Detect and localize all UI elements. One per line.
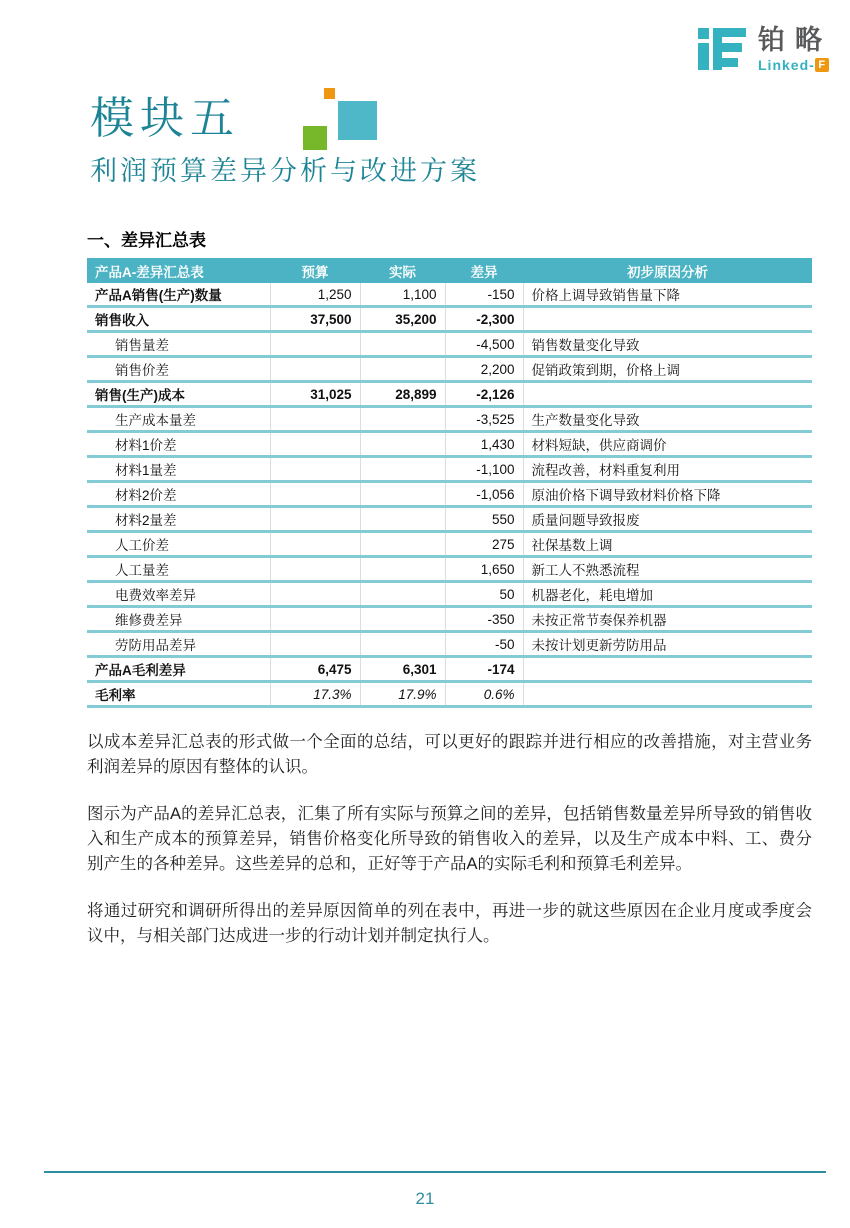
reason-text: 机器老化，耗电增加 — [523, 582, 812, 607]
variance-summary-table — [87, 258, 812, 708]
deco-square-orange — [324, 88, 335, 99]
reason-text: 未按正常节奏保养机器 — [523, 607, 812, 632]
budget-value — [270, 507, 360, 532]
actual-value — [360, 582, 445, 607]
module-subtitle: 利润预算差异分析与改进方案 — [90, 156, 480, 187]
actual-value — [360, 407, 445, 432]
header-product: 产品A-差异汇总表 — [87, 258, 270, 283]
main-content — [87, 226, 812, 971]
deco-square-green — [303, 126, 327, 150]
row-label: 销售收入 — [87, 307, 270, 332]
row-label: 销售(生产)成本 — [87, 382, 270, 407]
decorative-squares — [300, 86, 380, 156]
actual-value: 35,200 — [360, 307, 445, 332]
linked-f-logo-icon — [698, 24, 748, 74]
variance-value: -174 — [445, 657, 523, 682]
reason-text: 价格上调导致销售量下降 — [523, 283, 812, 307]
module-title: 模块五 — [90, 93, 240, 144]
header-actual: 实际 — [360, 258, 445, 283]
budget-value: 1,250 — [270, 283, 360, 307]
variance-value: 0.6% — [445, 682, 523, 707]
variance-value: -1,100 — [445, 457, 523, 482]
budget-value — [270, 607, 360, 632]
row-label: 材料1量差 — [87, 457, 270, 482]
table-row — [87, 432, 812, 457]
row-label: 销售量差 — [87, 332, 270, 357]
variance-value: 50 — [445, 582, 523, 607]
actual-value: 6,301 — [360, 657, 445, 682]
variance-value: -4,500 — [445, 332, 523, 357]
reason-text: 质量问题导致报废 — [523, 507, 812, 532]
table-row — [87, 682, 812, 707]
table-row — [87, 407, 812, 432]
reason-text — [523, 682, 812, 707]
row-label: 生产成本量差 — [87, 407, 270, 432]
reason-text — [523, 382, 812, 407]
table-row — [87, 307, 812, 332]
table-row — [87, 283, 812, 307]
table-row — [87, 482, 812, 507]
header-variance: 差异 — [445, 258, 523, 283]
row-label: 人工量差 — [87, 557, 270, 582]
actual-value — [360, 632, 445, 657]
budget-value — [270, 432, 360, 457]
paragraph: 以成本差异汇总表的形式做一个全面的总结，可以更好的跟踪并进行相应的改善措施，对主营业务利润差异的原因有整体的认识。 — [87, 733, 812, 776]
actual-value — [360, 607, 445, 632]
table-row — [87, 557, 812, 582]
actual-value — [360, 532, 445, 557]
reason-text: 销售数量变化导致 — [523, 332, 812, 357]
logo-en-badge: F — [815, 58, 829, 72]
table-row — [87, 657, 812, 682]
budget-value — [270, 557, 360, 582]
paragraph: 图示为产品A的差异汇总表，汇集了所有实际与预算之间的差异，包括销售数量差异所导致的销售收入和生产成本的预算差异，销售价格变化所导致的销售收入的差异，以及生产成本中料、工、费分别产生的各种差异。这些差异的总和，正好等于产品A的实际毛利和预算毛利差异。 — [87, 805, 812, 873]
variance-value: -150 — [445, 283, 523, 307]
logo-name-english — [758, 57, 829, 73]
row-label: 产品A销售(生产)数量 — [87, 283, 270, 307]
row-label: 材料2价差 — [87, 482, 270, 507]
budget-value: 6,475 — [270, 657, 360, 682]
actual-value: 1,100 — [360, 283, 445, 307]
reason-text: 社保基数上调 — [523, 532, 812, 557]
reason-text: 原油价格下调导致材料价格下降 — [523, 482, 812, 507]
reason-text — [523, 307, 812, 332]
variance-value: -350 — [445, 607, 523, 632]
logo-en-word: Linked- — [758, 57, 815, 73]
budget-value — [270, 532, 360, 557]
actual-value — [360, 507, 445, 532]
budget-value — [270, 357, 360, 382]
row-label: 材料2量差 — [87, 507, 270, 532]
table-row — [87, 457, 812, 482]
row-label: 维修费差异 — [87, 607, 270, 632]
company-logo — [698, 24, 832, 74]
budget-value: 31,025 — [270, 382, 360, 407]
budget-value — [270, 332, 360, 357]
variance-value: -2,126 — [445, 382, 523, 407]
budget-value: 17.3% — [270, 682, 360, 707]
budget-value — [270, 457, 360, 482]
reason-text: 新工人不熟悉流程 — [523, 557, 812, 582]
row-label: 产品A毛利差异 — [87, 657, 270, 682]
variance-value: 1,430 — [445, 432, 523, 457]
table-row — [87, 357, 812, 382]
reason-text — [523, 657, 812, 682]
footer-divider-line — [44, 1171, 826, 1173]
variance-value: -3,525 — [445, 407, 523, 432]
row-label: 销售价差 — [87, 357, 270, 382]
paragraph: 将通过研究和调研所得出的差异原因简单的列在表中，再进一步的就这些原因在企业月度或季度会议中，与相关部门达成进一步的行动计划并制定执行人。 — [87, 902, 812, 945]
table-header-row — [87, 258, 812, 283]
variance-value: 1,650 — [445, 557, 523, 582]
variance-value: 550 — [445, 507, 523, 532]
header-reason: 初步原因分析 — [523, 258, 812, 283]
variance-value: -50 — [445, 632, 523, 657]
actual-value — [360, 482, 445, 507]
table-row — [87, 382, 812, 407]
page-number: 21 — [415, 1189, 435, 1208]
variance-value: 275 — [445, 532, 523, 557]
table-header — [87, 258, 812, 283]
variance-value: -2,300 — [445, 307, 523, 332]
section-heading: 一、差异汇总表 — [87, 231, 206, 250]
header-budget: 预算 — [270, 258, 360, 283]
reason-text: 促销政策到期，价格上调 — [523, 357, 812, 382]
reason-text: 未按计划更新劳防用品 — [523, 632, 812, 657]
budget-value — [270, 632, 360, 657]
table-row — [87, 532, 812, 557]
table-row — [87, 607, 812, 632]
deco-square-teal — [338, 101, 377, 140]
actual-value — [360, 357, 445, 382]
body-paragraphs — [87, 730, 812, 949]
logo-text — [758, 24, 832, 73]
budget-value: 37,500 — [270, 307, 360, 332]
logo-name-chinese: 铂略 — [758, 25, 832, 55]
budget-value — [270, 407, 360, 432]
table-row — [87, 632, 812, 657]
reason-text: 材料短缺，供应商调价 — [523, 432, 812, 457]
row-label: 材料1价差 — [87, 432, 270, 457]
actual-value — [360, 557, 445, 582]
table-row — [87, 507, 812, 532]
variance-value: -1,056 — [445, 482, 523, 507]
budget-value — [270, 482, 360, 507]
variance-value: 2,200 — [445, 357, 523, 382]
row-label: 毛利率 — [87, 682, 270, 707]
reason-text: 生产数量变化导致 — [523, 407, 812, 432]
actual-value: 28,899 — [360, 382, 445, 407]
title-block — [90, 90, 480, 190]
table-row — [87, 582, 812, 607]
table-row — [87, 332, 812, 357]
actual-value — [360, 432, 445, 457]
row-label: 劳防用品差异 — [87, 632, 270, 657]
actual-value: 17.9% — [360, 682, 445, 707]
variance-table-body — [87, 283, 812, 707]
actual-value — [360, 457, 445, 482]
actual-value — [360, 332, 445, 357]
row-label: 人工价差 — [87, 532, 270, 557]
budget-value — [270, 582, 360, 607]
row-label: 电费效率差异 — [87, 582, 270, 607]
reason-text: 流程改善，材料重复利用 — [523, 457, 812, 482]
